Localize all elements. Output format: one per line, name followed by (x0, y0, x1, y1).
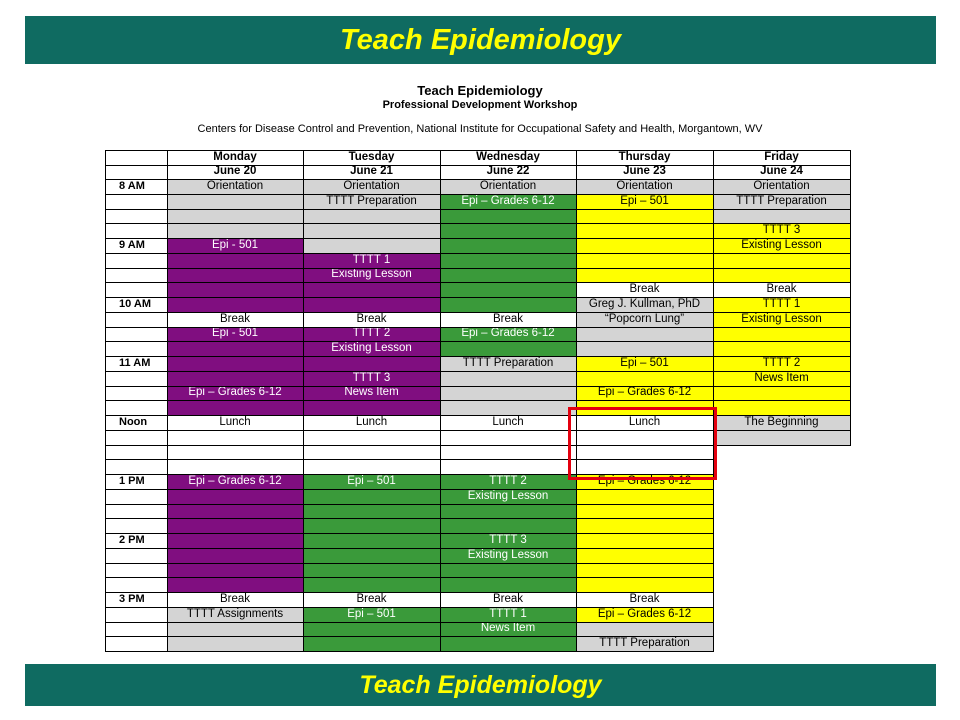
time-label (105, 563, 167, 578)
event-label: Orientation (616, 179, 673, 192)
time-label (105, 268, 167, 283)
grid-line (105, 179, 850, 180)
date-header: June 24 (713, 165, 850, 180)
time-label: 11 AM (119, 356, 151, 369)
time-label (105, 430, 167, 445)
event-label: News Item (480, 622, 536, 635)
time-label: Noon (119, 415, 148, 428)
event-label: TTTT 1 (762, 297, 801, 310)
time-label (105, 327, 167, 342)
grid-line (105, 445, 850, 446)
event-label: TTTT Preparation (599, 637, 690, 650)
time-label (105, 312, 167, 327)
date-header: June 23 (576, 165, 713, 180)
event-label: TTTT 3 (762, 224, 801, 237)
time-label (105, 548, 167, 563)
event-label: TTTT 2 (352, 327, 391, 340)
time-label (105, 371, 167, 386)
time-label: 10 AM (119, 297, 151, 310)
time-label (105, 622, 167, 637)
event-label: Lunch (492, 415, 524, 428)
event-label: Epi – 501 (347, 607, 396, 620)
grid-line (105, 268, 850, 269)
grid-line (105, 223, 850, 224)
event-label: Break (356, 312, 387, 325)
event-label: News Item (754, 371, 809, 384)
time-label: 9 AM (119, 238, 145, 251)
event-label: Existing Lesson (331, 268, 412, 281)
time-label (105, 253, 167, 268)
event-label: Lunch (628, 415, 661, 428)
time-label (105, 282, 167, 297)
event-label: Epi – Grades 6-12 (461, 327, 555, 340)
document-subtitle: Professional Development Workshop (382, 99, 578, 111)
event-label: Epi – Grades 6-12 (188, 386, 282, 399)
grid-line (576, 150, 577, 652)
grid-line (105, 341, 850, 342)
grid-line (105, 607, 713, 608)
time-label (105, 504, 167, 519)
event-label: Lunch (219, 415, 251, 428)
event-label: TTTT 1 (489, 607, 527, 620)
time-label (105, 341, 167, 356)
time-label (105, 489, 167, 504)
footer-title: Teach Epidemiology (359, 670, 602, 699)
time-label (105, 459, 167, 474)
grid-line (105, 577, 713, 578)
time-label (105, 386, 167, 401)
grid-line (105, 548, 713, 549)
time-label (105, 607, 167, 622)
grid-line (105, 327, 850, 328)
day-header: Monday (167, 150, 303, 165)
grid-line (105, 504, 713, 505)
event-label: The Beginning (744, 415, 819, 428)
grid-line (105, 150, 850, 151)
grid-line (105, 636, 713, 637)
day-header: Friday (713, 150, 850, 165)
event-label: TTTT Preparation (462, 356, 554, 369)
event-label: Orientation (343, 179, 400, 192)
event-label: Orientation (479, 179, 537, 192)
grid-line (105, 150, 106, 652)
header-title: Teach Epidemiology (340, 23, 621, 56)
event-label: TTTT 3 (352, 371, 391, 384)
event-label: Epi – Grades 6-12 (188, 474, 282, 487)
event-label: Existing Lesson (467, 548, 549, 561)
event-label: Existing Lesson (331, 342, 412, 355)
grid-line (105, 489, 713, 490)
date-header: June 22 (440, 165, 576, 180)
grid-line (440, 150, 441, 652)
event-label: TTTT Assignments (186, 607, 284, 620)
event-label: Existing Lesson (741, 238, 822, 251)
event-label: Epi - 501 (211, 238, 259, 251)
event-label: TTTT Preparation (736, 194, 827, 207)
event-label: News Item (344, 386, 399, 399)
event-label: Break (766, 283, 797, 296)
event-label: Existing Lesson (467, 489, 549, 502)
grid-line (105, 563, 713, 564)
event-label: TTTT 3 (489, 533, 527, 546)
grid-line (713, 150, 714, 652)
event-label: Greg J. Kullman, PhD (588, 297, 701, 310)
grid-line (105, 253, 850, 254)
event-label: Epi – Grades 6-12 (597, 607, 692, 620)
date-header: June 20 (167, 165, 303, 180)
schedule-block (167, 297, 303, 312)
grid-line (105, 622, 713, 623)
grid-line (850, 150, 851, 446)
event-label: Epi – Grades 6-12 (461, 194, 555, 207)
time-label: 1 PM (119, 474, 145, 487)
event-label: Break (492, 312, 524, 325)
document-title: Teach Epidemiology (417, 83, 543, 98)
time-label (105, 636, 167, 651)
time-label: 8 AM (119, 179, 145, 192)
time-label: 2 PM (119, 533, 145, 546)
grid-line (105, 297, 850, 298)
grid-line (105, 371, 850, 372)
event-label: Break (356, 592, 387, 605)
grid-line (105, 282, 850, 283)
event-label: TTTT 1 (352, 253, 391, 266)
event-label: Lunch (355, 415, 388, 428)
event-label: Epi – 501 (347, 474, 396, 487)
time-label (105, 518, 167, 533)
event-label: TTTT 2 (762, 356, 801, 369)
time-label (105, 400, 167, 415)
grid-line (105, 165, 850, 166)
highlight-box (568, 407, 717, 480)
event-label: Epi - 501 (211, 327, 259, 340)
event-label: Break (629, 283, 660, 296)
grid-line (105, 194, 850, 195)
grid-line (105, 430, 850, 431)
event-label: Existing Lesson (741, 312, 822, 325)
event-label: Break (219, 592, 251, 605)
schedule-block (440, 371, 576, 415)
grid-line (105, 592, 713, 593)
footer-banner (25, 664, 936, 706)
grid-line (105, 386, 850, 387)
event-label: Epi – 501 (620, 356, 669, 369)
schedule-block (713, 430, 850, 445)
grid-line (105, 356, 850, 357)
event-label: Orientation (206, 179, 264, 192)
event-label: Epi – Grades 6-12 (597, 386, 692, 399)
schedule-block (303, 238, 440, 253)
grid-line (105, 533, 713, 534)
day-header: Tuesday (303, 150, 440, 165)
grid-line (105, 400, 850, 401)
event-label: TTTT 2 (489, 474, 527, 487)
time-label (105, 223, 167, 238)
grid-line (105, 415, 850, 416)
event-label: Break (629, 592, 660, 605)
grid-line (105, 238, 850, 239)
time-label (105, 445, 167, 460)
grid-line (105, 312, 850, 313)
grid-line (105, 651, 713, 652)
event-label: TTTT Preparation (326, 194, 417, 207)
time-label (105, 209, 167, 224)
day-header: Wednesday (440, 150, 576, 165)
event-label: Epi – Grades 6-12 (597, 474, 692, 487)
date-header: June 21 (303, 165, 440, 180)
time-label: 3 PM (119, 592, 145, 605)
grid-line (303, 150, 304, 652)
grid-line (167, 150, 168, 652)
event-label: “Popcorn Lung” (604, 312, 685, 325)
event-label: Orientation (753, 179, 810, 192)
day-header: Thursday (576, 150, 713, 165)
event-label: Epi – 501 (620, 194, 669, 207)
time-label (105, 577, 167, 592)
event-label: Break (219, 312, 251, 325)
document-organization: Centers for Disease Control and Prevention, National Institute for Occupational Safety and Health, Morgantown, WV (197, 123, 763, 135)
time-label (105, 194, 167, 209)
grid-line (105, 518, 713, 519)
schedule-block (167, 194, 303, 238)
grid-line (105, 209, 850, 210)
event-label: Break (492, 592, 524, 605)
